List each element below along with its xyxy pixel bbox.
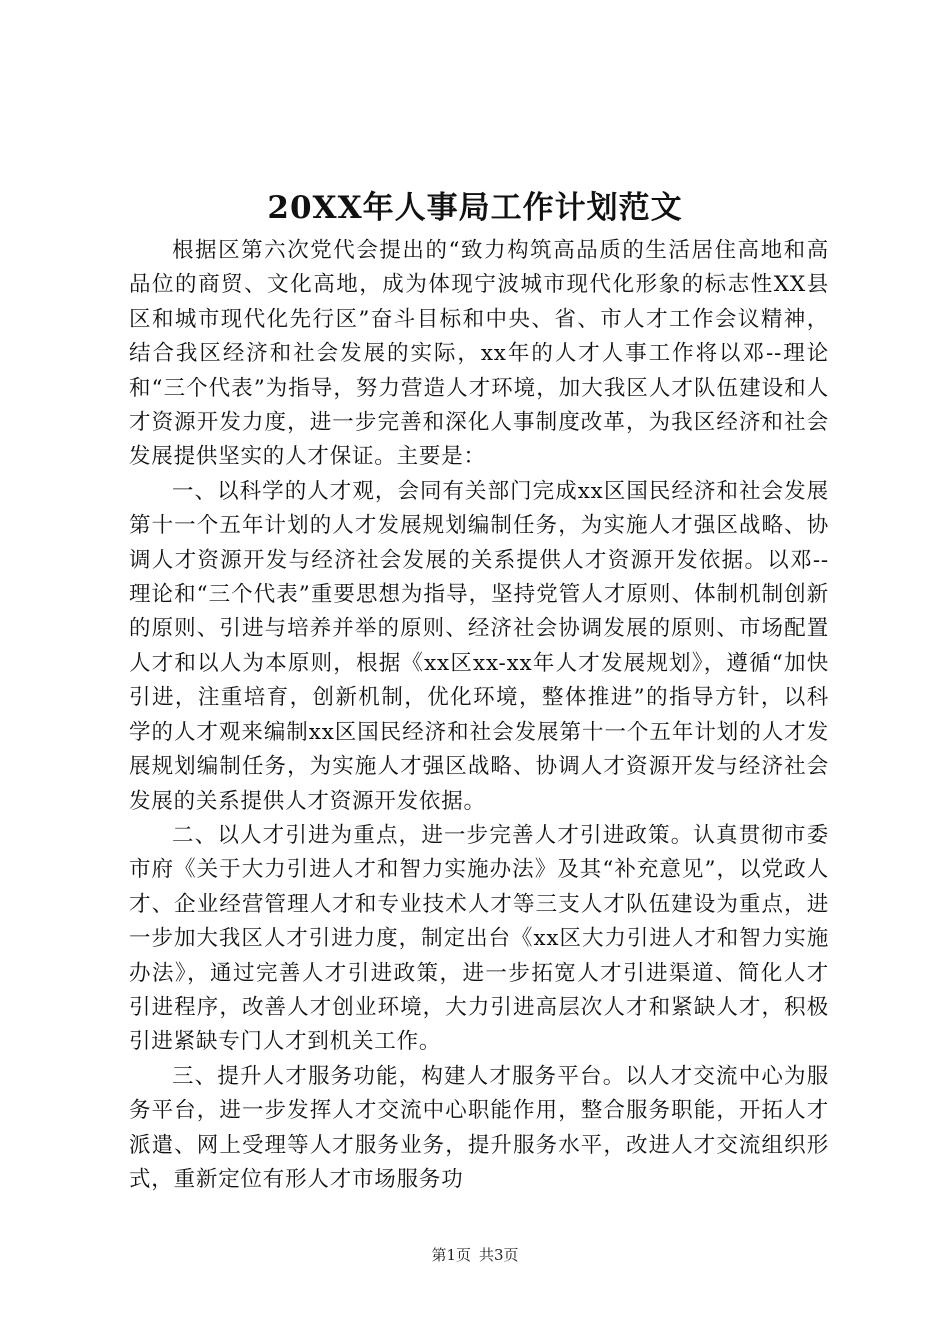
page-number: 第1页 bbox=[431, 1246, 471, 1264]
paragraph-section-1: 一、以科学的人才观，会同有关部门完成xx区国民经济和社会发展第十一个五年计划的人才发展规划编制任务，为实施人才强区战略、协调人才资源开发与经济社会发展的关系提供人才资源开发依据。以邓--理论和“三个代表”重要思想为指导，坚持党管人才原则、体制机制创新的原则、引进与培养并举的原则、经济社会协调发展的原则、市场配置人才和以人为本原则，根据《xx区xx-xx年人才发展规划》，遵循“加快引进，注重培育，创新机制，优化环境，整体推进”的指导方针，以科学的人才观来编制xx区国民经济和社会发展第十一个五年计划的人才发展规划编制任务，为实施人才强区战略、协调人才资源开发与经济社会发展的关系提供人才资源开发依据。 bbox=[129, 478, 829, 814]
page-total: 共3页 bbox=[479, 1246, 519, 1264]
paragraph-intro: 根据区第六次党代会提出的“致力构筑高品质的生活居住高地和高品位的商贸、文化高地，成为体现宁波城市现代化形象的标志性XX县区和城市现代化先行区”奋斗目标和中央、省、市人才工作会议精神，结合我区经济和社会发展的实际，xx年的人才人事工作将以邓--理论和“三个代表”为指导，努力营造人才环境，加大我区人才队伍建设和人才资源开发力度，进一步完善和深化人事制度改革，为我区经济和社会发展提供坚实的人才保证。主要是： bbox=[129, 238, 829, 470]
paragraph-section-2: 二、以人才引进为重点，进一步完善人才引进政策。认真贯彻市委市府《关于大力引进人才和智力实施办法》及其“补充意见”，以党政人才、企业经营管理人才和专业技术人才等三支人才队伍建设为重点，进一步加大我区人才引进力度，制定出台《xx区大力引进人才和智力实施办法》，通过完善人才引进政策，进一步拓宽人才引进渠道、简化人才引进程序，改善人才创业环境，大力引进高层次人才和紧缺人才，积极引进紧缺专门人才到机关工作。 bbox=[129, 822, 829, 1055]
paragraph-section-3: 三、提升人才服务功能，构建人才服务平台。以人才交流中心为服务平台，进一步发挥人才交流中心职能作用，整合服务职能，开拓人才派遣、网上受理等人才服务业务，提升服务水平，改进人才交流组织形式，重新定位有形人才市场服务功 bbox=[129, 1063, 829, 1192]
page-footer bbox=[0, 1245, 950, 1265]
document-title: 20XX年人事局工作计划范文 bbox=[267, 190, 683, 226]
document-body bbox=[129, 234, 829, 1197]
